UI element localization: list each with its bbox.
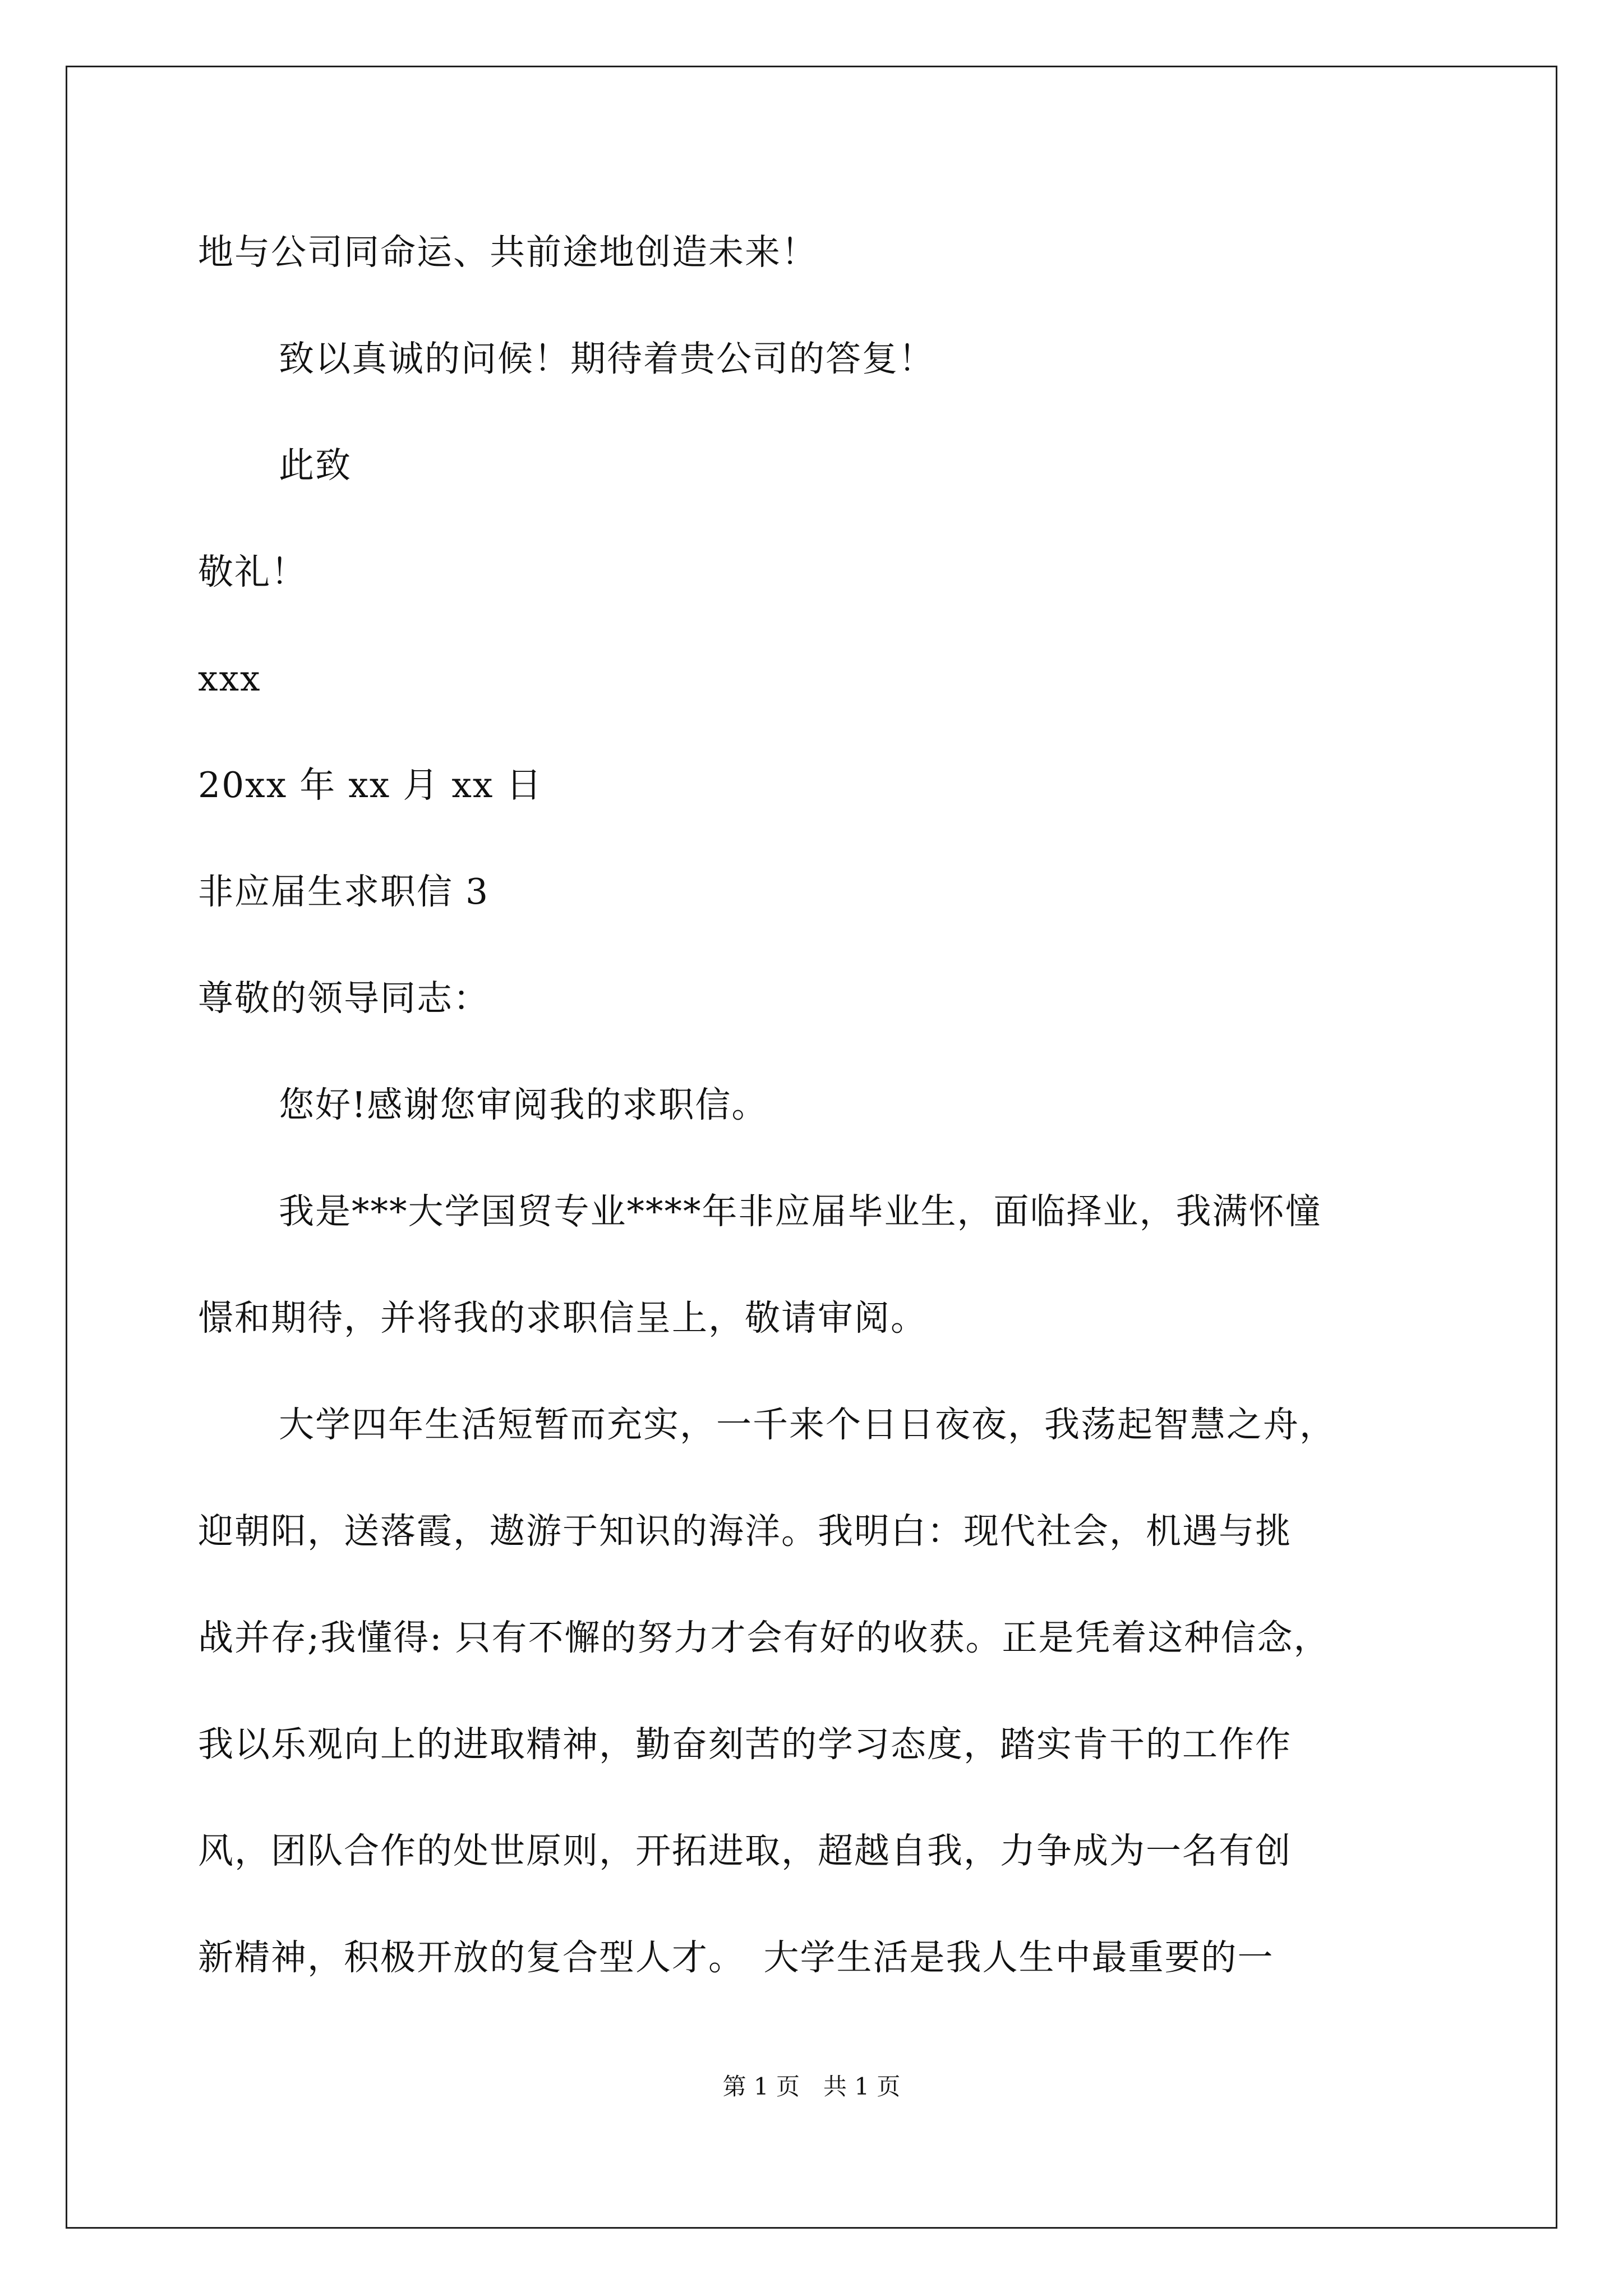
page-footer: 第 1 页 共 1 页: [722, 2073, 901, 2100]
letter-line: 20xx 年 xx 月 xx 日: [198, 765, 543, 806]
letter-line: 地与公司同命运、共前途地创造未来！: [198, 232, 818, 273]
letter-line: 敬礼！: [198, 551, 307, 592]
letter-line: 战并存;我懂得: 只有不懈的努力才会有好的收获。正是凭着这种信念，: [198, 1617, 1330, 1658]
letter-line: 此致: [279, 445, 352, 486]
letter-line: 我是***大学国贸专业****年非应届毕业生，面临择业，我满怀憧: [279, 1191, 1322, 1232]
letter-line: 新精神，积极开放的复合型人才。 大学生活是我人生中最重要的一: [198, 1937, 1274, 1978]
letter-line: xxx: [198, 658, 261, 699]
letter-line: 我以乐观向上的进取精神，勤奋刻苦的学习态度，踏实肯干的工作作: [198, 1724, 1292, 1765]
letter-line: 您好!感谢您审阅我的求职信。: [279, 1084, 768, 1125]
section-heading: 非应届生求职信 3: [198, 871, 490, 912]
salutation: 尊敬的领导同志：: [198, 978, 490, 1019]
letter-line: 迎朝阳，送落霞，遨游于知识的海洋。我明白：现代社会，机遇与挑: [198, 1511, 1292, 1552]
letter-line: 憬和期待，并将我的求职信呈上，敬请审阅。: [198, 1297, 927, 1338]
letter-line: 致以真诚的问候！期待着贵公司的答复！: [279, 338, 935, 379]
letter-line: 大学四年生活短暂而充实，一千来个日日夜夜，我荡起智慧之舟，: [279, 1404, 1336, 1445]
letter-line: 风，团队合作的处世原则，开拓进取，超越自我，力争成为一名有创: [198, 1830, 1292, 1871]
page-border: [66, 66, 1557, 2229]
